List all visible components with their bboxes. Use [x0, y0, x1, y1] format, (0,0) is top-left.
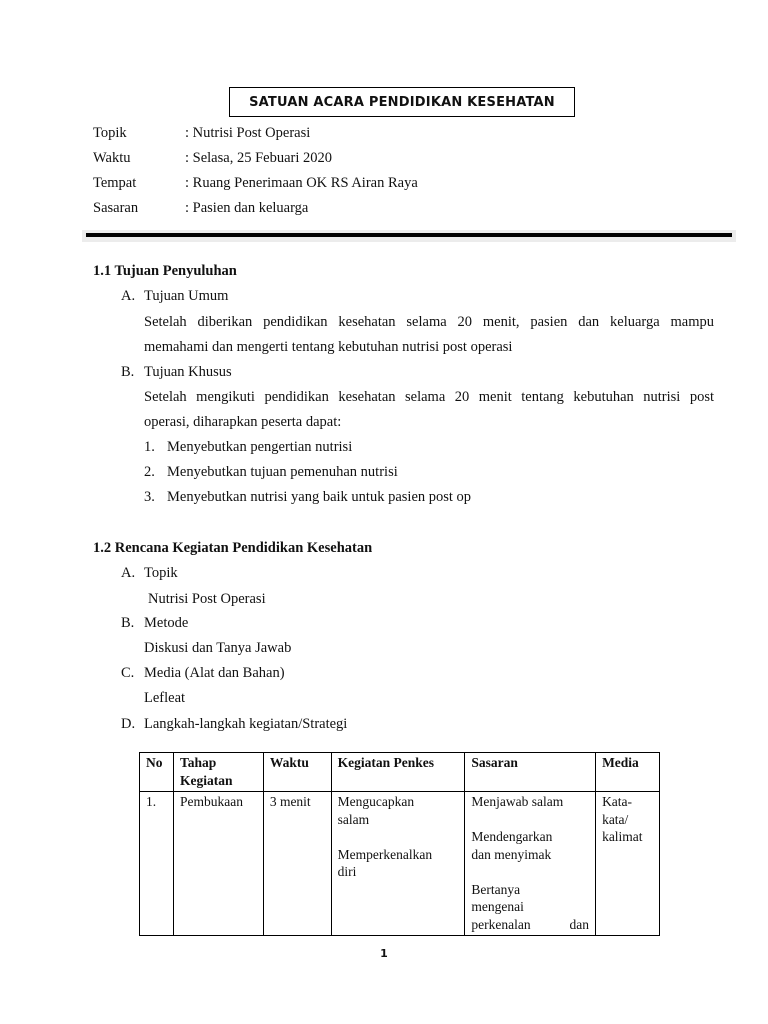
info-label: Topik	[93, 125, 127, 141]
list-marker: A.	[121, 565, 136, 581]
paragraph-line: Setelah diberikan pendidikan kesehatan selama 20 menit, pasien dan keluarga mampu	[144, 314, 714, 330]
header-kegiatan: Kegiatan Penkes	[331, 753, 465, 792]
info-label: Sasaran	[93, 200, 139, 216]
section-heading-tujuan: 1.1 Tujuan Penyuluhan	[93, 263, 237, 279]
info-label: Waktu	[93, 150, 131, 166]
header-tahap-line: Kegiatan	[179, 772, 233, 788]
activity-table	[139, 752, 660, 936]
subheading-langkah: Langkah-langkah kegiatan/Strategi	[144, 716, 348, 732]
cell-line: Bertanya	[471, 881, 521, 897]
header-media: Media	[596, 753, 660, 792]
document-title: SATUAN ACARA PENDIDIKAN KESEHATAN	[229, 87, 575, 117]
cell-line: mengenai	[471, 899, 524, 914]
table-row	[140, 792, 660, 936]
cell-no: 1.	[140, 792, 174, 936]
info-value: : Ruang Penerimaan OK RS Airan Raya	[185, 175, 418, 191]
paragraph-line: memahami dan mengerti tentang kebutuhan nutrisi post operasi	[144, 339, 513, 355]
value-metode: Diskusi dan Tanya Jawab	[144, 640, 292, 656]
cell-line: kata/	[602, 811, 629, 827]
info-label: Tempat	[93, 175, 137, 191]
cell-spacer	[471, 811, 589, 829]
subheading-media: Media (Alat dan Bahan)	[144, 665, 285, 681]
value-media: Lefleat	[144, 690, 186, 706]
table-header-row	[140, 753, 660, 792]
cell-media	[596, 792, 660, 936]
paragraph-line: operasi, diharapkan peserta dapat:	[144, 414, 342, 430]
cell-waktu: 3 menit	[263, 792, 331, 936]
cell-sasaran	[465, 792, 596, 936]
cell-line: Memperkenalkan	[337, 846, 433, 862]
list-item: Menyebutkan tujuan pemenuhan nutrisi	[167, 464, 398, 480]
subheading-tujuan-umum: Tujuan Umum	[144, 288, 229, 304]
header-waktu: Waktu	[263, 753, 331, 792]
info-value: : Selasa, 25 Febuari 2020	[185, 150, 332, 166]
cell-tahap: Pembukaan	[173, 792, 263, 936]
info-value: : Pasien dan keluarga	[185, 200, 309, 216]
divider-rule	[86, 233, 732, 237]
cell-line: kalimat	[602, 829, 643, 844]
paragraph-line: Setelah mengikuti pendidikan kesehatan selama 20 menit tentang kebutuhan nutrisi post	[144, 389, 714, 405]
cell-line: diri	[337, 864, 357, 879]
list-item-number: 1.	[144, 439, 155, 455]
cell-line: Mengucapkan	[337, 794, 415, 809]
list-marker: D.	[121, 716, 136, 732]
cell-kegiatan	[331, 792, 465, 936]
list-item-number: 2.	[144, 464, 155, 480]
cell-line: Mendengarkan	[471, 829, 553, 844]
value-topik: Nutrisi Post Operasi	[148, 591, 266, 607]
cell-spacer	[338, 828, 459, 846]
header-tahap-line: Tahap	[179, 755, 217, 770]
section-heading-rencana: 1.2 Rencana Kegiatan Pendidikan Kesehatan	[93, 540, 373, 556]
list-item: Menyebutkan nutrisi yang baik untuk pasien post op	[167, 489, 472, 505]
cell-spacer	[471, 863, 589, 881]
list-marker: A.	[121, 288, 136, 304]
subheading-metode: Metode	[144, 615, 189, 631]
cell-line: Kata-	[602, 794, 633, 809]
header-sasaran: Sasaran	[465, 753, 596, 792]
list-item: Menyebutkan pengertian nutrisi	[167, 439, 353, 455]
list-marker: B.	[121, 364, 135, 380]
subheading-tujuan-khusus: Tujuan Khusus	[144, 364, 232, 380]
header-no: No	[140, 753, 174, 792]
cell-line: perkenalan dan	[471, 916, 590, 932]
cell-line: dan menyimak	[471, 846, 552, 862]
list-marker: B.	[121, 615, 135, 631]
header-tahap	[173, 753, 263, 792]
list-marker: C.	[121, 665, 135, 681]
info-value: : Nutrisi Post Operasi	[185, 125, 311, 141]
page-number: 1	[380, 947, 388, 960]
cell-line: Menjawab salam	[471, 794, 564, 809]
list-item-number: 3.	[144, 489, 155, 505]
cell-line: salam	[337, 811, 370, 827]
subheading-topik: Topik	[144, 565, 178, 581]
